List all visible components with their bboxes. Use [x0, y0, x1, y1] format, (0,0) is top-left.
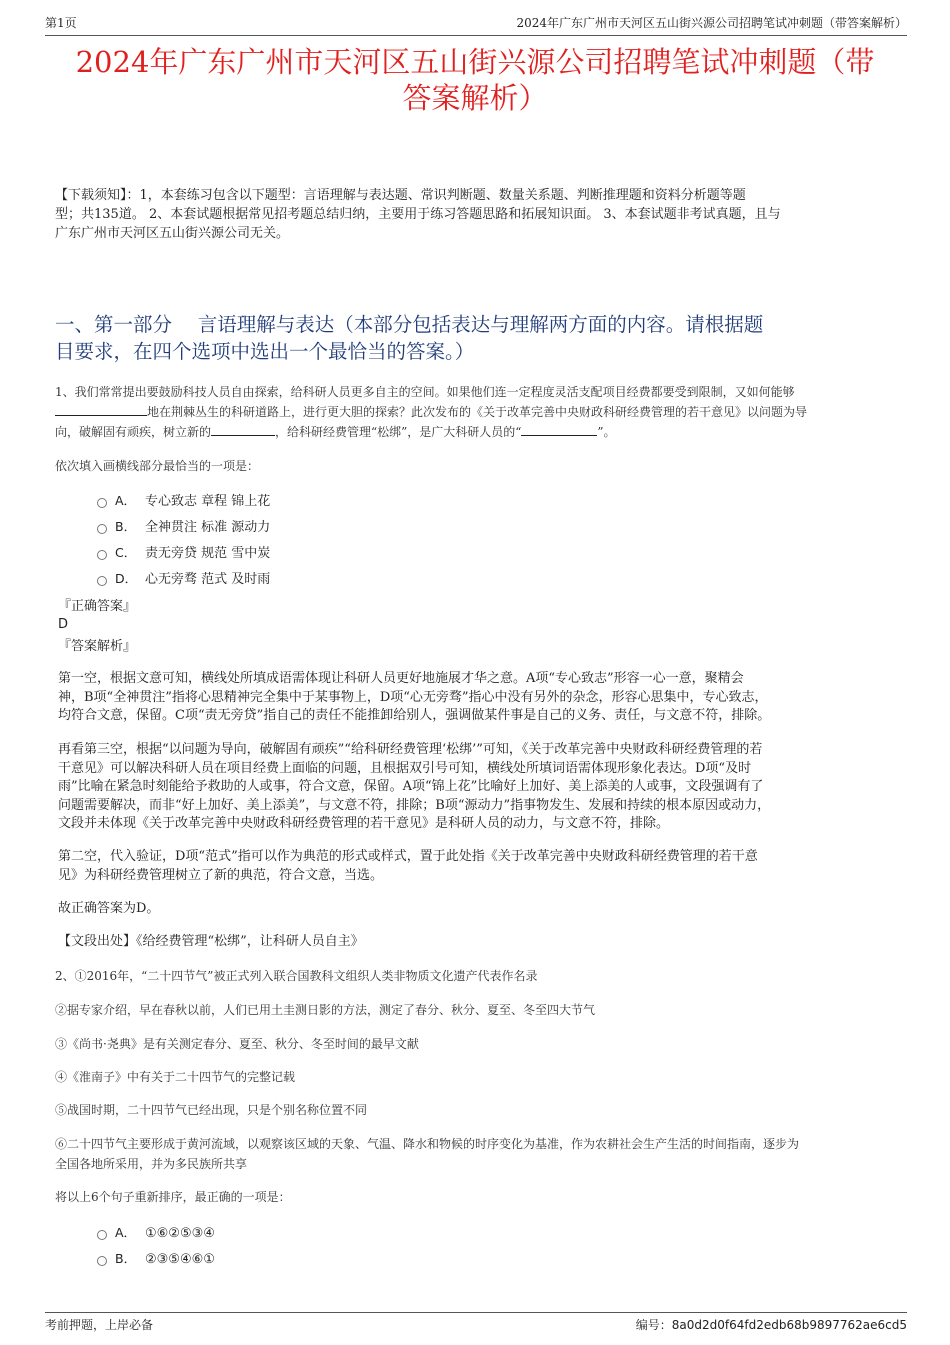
header-doc-title: 2024年广东广州市天河区五山街兴源公司招聘笔试冲刺题（带答案解析） [516, 16, 907, 30]
q1-line-3-c: ”。 [597, 425, 616, 439]
radio-icon[interactable] [97, 1256, 107, 1266]
q2-option-a[interactable] [95, 1220, 215, 1246]
q2-sentence-6-line-1: ⑥二十四节气主要形成于黄河流域，以观察该区域的天象、气温、降水和物候的时序变化为基准，作为农耕社会生产生活的时间指南，逐步为 [55, 1137, 800, 1151]
analysis-paragraph-3 [58, 848, 888, 885]
analysis-conclusion: 故正确答案为D。 [58, 901, 160, 916]
analysis-p2-line: 干意见》可以解决科研人员在项目经费上面临的问题，且根据双引号可知，横线处所填词语需体现形象化表达。D项“及时 [58, 760, 752, 776]
section-heading-line-2: 目要求，在四个选项中选出一个最恰当的答案。） [55, 340, 475, 363]
correct-answer-label: 『正确答案』 [58, 599, 137, 614]
notice-line-1: 【下载须知】：1，本套练习包含以下题型：言语理解与表达题、常识判断题、数量关系题、判断推理题和资料分析题等题 [55, 188, 746, 203]
analysis-p2-line: 再看第三空，根据“以问题为导向，破解固有顽疾”“给科研经费管理‘松绑’”可知，《关于改革完善中央财政科研经费管理的若 [58, 742, 763, 757]
analysis-p2-line: 文段并未体现《关于改革完善中央财政科研经费管理的若干意见》是科研人员的动力，与文意不符，排除。 [58, 816, 670, 831]
option-text: ①⑥②⑤③④ [145, 1226, 215, 1241]
q2-sentence-6 [55, 1134, 897, 1174]
q2-option-b[interactable] [95, 1246, 215, 1272]
q2-sentence-3: ③《尚书·尧典》是有关测定春分、夏至、秋分、冬至时间的最早文献 [55, 1037, 419, 1051]
q2-sentence-2: ②据专家介绍，早在春秋以前，人们已用土圭测日影的方法，测定了春分、秋分、夏至、冬至四大节气 [55, 1003, 596, 1017]
radio-icon[interactable] [97, 576, 107, 586]
q2-sentence-1: 2、①2016年，“二十四节气”被正式列入联合国教科文组织人类非物质文化遗产代表作名录 [55, 969, 538, 983]
option-text: 全神贯注 标准 源动力 [145, 520, 271, 535]
q1-option-c[interactable] [95, 540, 270, 566]
option-letter: A． [115, 493, 137, 508]
question-1-stem [55, 382, 897, 442]
q1-option-b[interactable] [95, 514, 270, 540]
analysis-p2-line: 问题需要解决，而非“好上加好、美上添美”，与文意不符，排除；B项“源动力”指事物发生、发展和持续的根本原因或动力， [58, 797, 771, 813]
option-letter: B． [115, 1251, 137, 1266]
analysis-paragraph-1 [58, 670, 888, 726]
option-letter: C． [115, 545, 137, 560]
q1-option-a[interactable] [95, 488, 270, 514]
option-letter: D． [115, 571, 138, 586]
option-letter: B． [115, 519, 137, 534]
title-line-1: 2024年广东广州市天河区五山街兴源公司招聘笔试冲刺题（带 [75, 45, 875, 79]
q1-line-2-text: 地在荆棘丛生的科研道路上，进行更大胆的探索？此次发布的《关于改革完善中央财政科研经费管理的若干意见》以问题为导 [147, 405, 808, 419]
analysis-paragraph-2 [58, 741, 888, 834]
page-footer [45, 1312, 907, 1334]
q1-line-3 [55, 422, 897, 442]
fill-blank-1 [55, 403, 147, 416]
correct-answer-value: D [58, 617, 69, 632]
q2-options [95, 1220, 215, 1272]
analysis-p1-line: 神，B项“全神贯注”指将心思精神完全集中于某事物上，D项“心无旁骛”指心中没有另外的杂念，形容心思集中，专心致志， [58, 689, 768, 705]
title-line-2: 答案解析） [402, 81, 548, 115]
radio-icon[interactable] [97, 1230, 107, 1240]
footer-code-label: 编号： [635, 1318, 672, 1332]
page-header [45, 14, 907, 36]
footer-code-value: 8a0d2d0f64fd2edb68b9897762ae6cd5 [671, 1318, 907, 1332]
footer-slogan: 考前押题，上岸必备 [45, 1318, 154, 1332]
download-notice [55, 186, 897, 243]
q2-sentence-5: ⑤战国时期，二十四节气已经出现，只是个别名称位置不同 [55, 1103, 368, 1117]
fill-blank-2 [211, 423, 275, 436]
q1-instruction: 依次填入画横线部分最恰当的一项是： [55, 459, 260, 473]
option-letter: A． [115, 1225, 137, 1240]
q1-line-3-a: 向，破解固有顽疾，树立新的 [55, 425, 212, 439]
q1-line-1: 1、我们常常提出要鼓励科技人员自由探索，给科研人员更多自主的空间。如果他们连一定程度灵活支配项目经费都要受到限制，又如何能够 [55, 385, 795, 399]
analysis-label: 『答案解析』 [58, 639, 137, 654]
q2-sentence-6-line-2: 全国各地所采用，并为多民族所共享 [55, 1157, 248, 1171]
document-title [55, 44, 895, 116]
section-heading [55, 311, 897, 365]
page-number: 第1页 [45, 16, 77, 30]
q2-instruction: 将以上6个句子重新排序，最正确的一项是： [55, 1190, 291, 1204]
q1-line-2 [55, 402, 897, 422]
radio-icon[interactable] [97, 550, 107, 560]
option-text: 专心致志 章程 锦上花 [145, 494, 271, 509]
option-text: 责无旁贷 规范 雪中炭 [145, 546, 271, 561]
analysis-p3-line: 见》为科研经费管理树立了新的典范，符合文意，当选。 [58, 867, 384, 883]
radio-icon[interactable] [97, 524, 107, 534]
analysis-p1-line: 第一空，根据文意可知，横线处所填成语需体现让科研人员更好地施展才华之意。A项“专心致志”形容一心一意，聚精会 [58, 671, 744, 686]
fill-blank-3 [521, 423, 597, 436]
q1-options [95, 488, 270, 592]
option-text: 心无旁骛 范式 及时雨 [145, 572, 271, 587]
section-heading-line-1: 一、第一部分 言语理解与表达（本部分包括表达与理解两方面的内容。请根据题 [55, 313, 764, 336]
notice-line-3: 广东广州市天河区五山街兴源公司无关。 [55, 226, 290, 241]
q1-line-3-b: ，给科研经费管理“松绑”，是广大科研人员的“ [275, 425, 522, 439]
radio-icon[interactable] [97, 498, 107, 508]
q1-option-d[interactable] [95, 566, 270, 592]
analysis-p2-line: 雨”比喻在紧急时刻能给予救助的人或事，符合文意，保留。A项“锦上花”比喻好上加好、美上添美的人或事，文段强调有了 [58, 779, 764, 794]
footer-code [636, 1316, 907, 1334]
analysis-p3-line: 第二空，代入验证，D项“范式”指可以作为典范的形式或样式，置于此处指《关于改革完善中央财政科研经费管理的若干意 [58, 849, 758, 864]
passage-source: 【文段出处】《给经费管理“松绑”，让科研人员自主》 [58, 934, 364, 949]
analysis-p1-line: 均符合文意，保留。C项“责无旁贷”指自己的责任不能推卸给别人，强调做某件事是自己的义务、责任，与文意不符，排除。 [58, 708, 771, 723]
option-text: ②③⑤④⑥① [145, 1252, 215, 1267]
q2-sentence-4: ④《淮南子》中有关于二十四节气的完整记载 [55, 1070, 296, 1084]
notice-line-2: 型；共135道。 2、本套试题根据常见招考题总结归纳，主要用于练习答题思路和拓展知识面。 3、本套试题非考试真题，且与 [55, 207, 781, 222]
